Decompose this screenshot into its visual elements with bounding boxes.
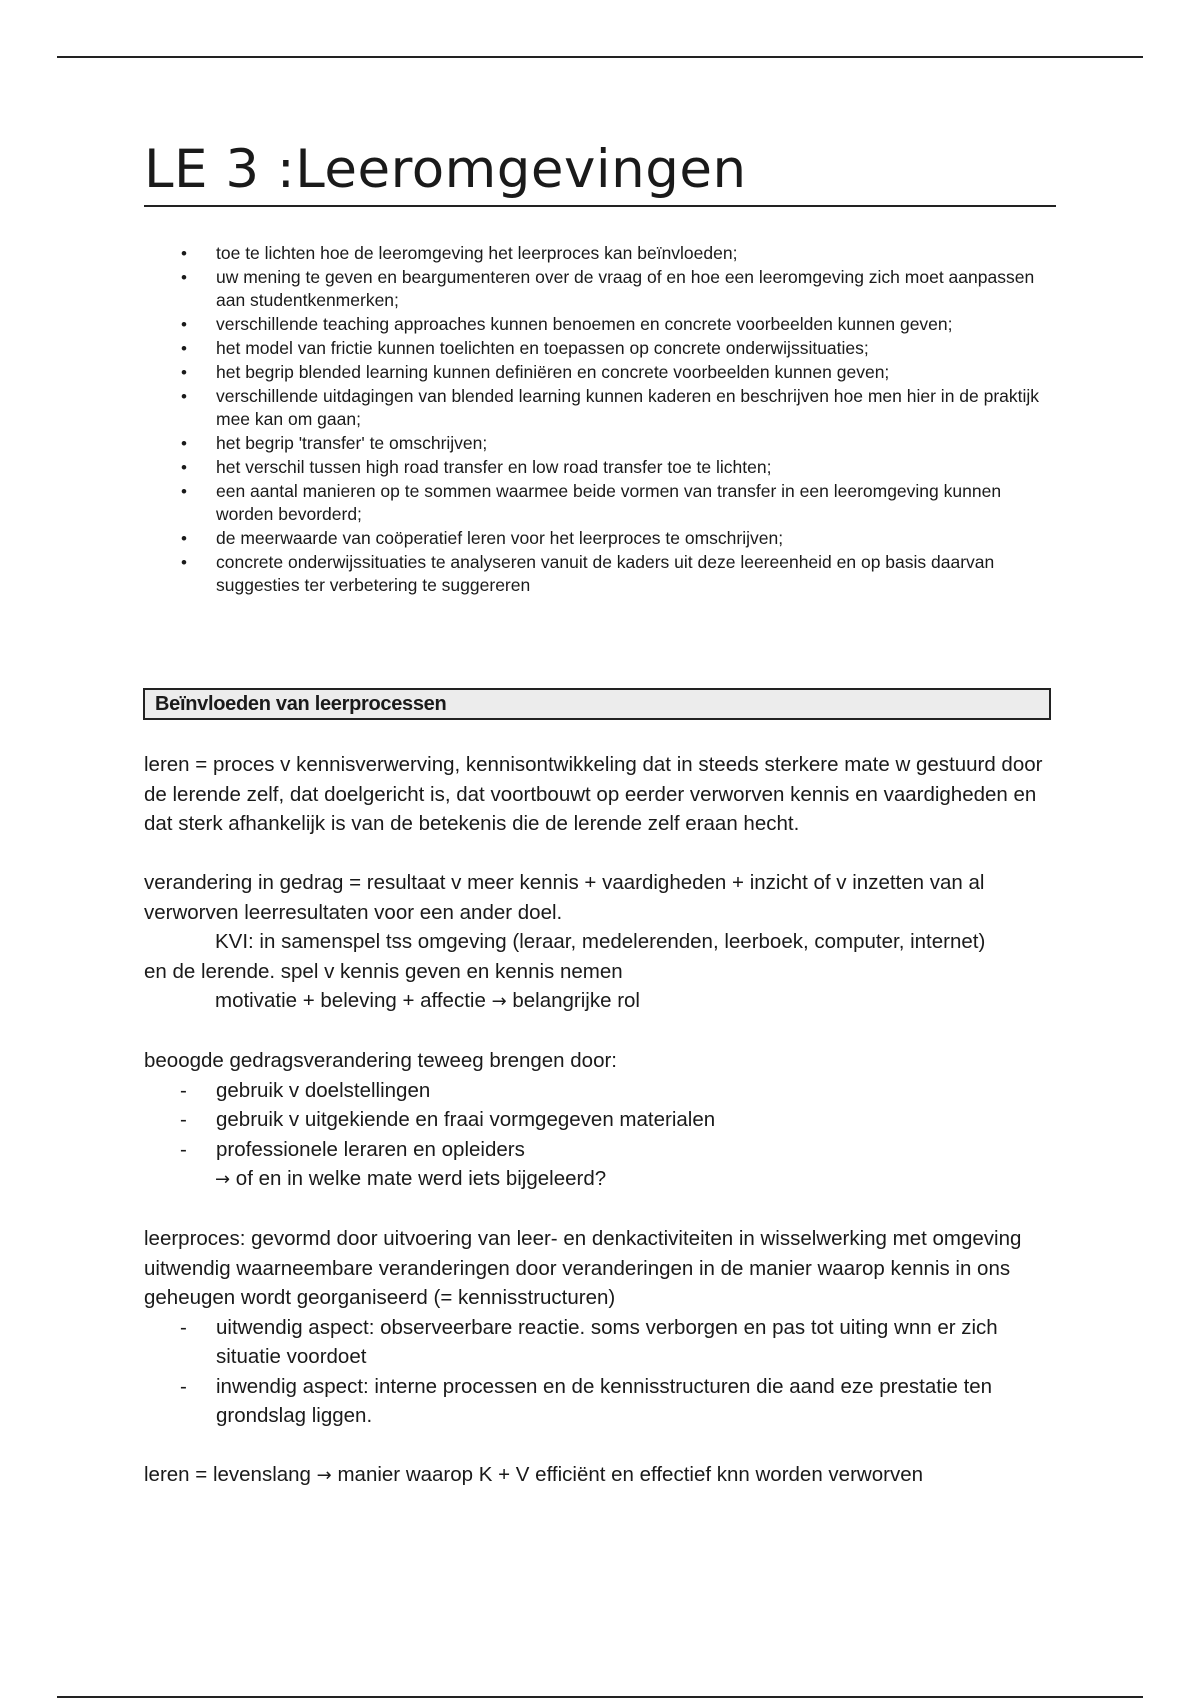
list-item: • verschillende teaching approaches kunnen benoemen en concrete voorbeelden kunnen geven; [144,313,1056,336]
arrow-icon: → [215,1169,231,1190]
list-item: • het begrip 'transfer' te omschrijven; [144,432,1056,455]
text-span: manier waarop K + V efficiënt en effectief knn worden verworven [337,1463,923,1486]
dash-list [144,1076,1064,1165]
paragraph: verandering in gedrag = resultaat v meer kennis + vaardigheden + inzicht of v inzetten van al verworven leerresultaten voor een ander doel. [144,871,985,924]
text-span: belangrijke rol [512,989,640,1012]
list-item: - professionele leraren en opleiders [144,1135,1064,1165]
paragraph: leren = proces v kennisverwerving, kennisontwikkeling dat in steeds sterkere mate w gestuurd door de lerende zelf, dat doelgericht is, dat voortbouwt op eerder verworven kennis en vaardigheden en dat sterk afhankelijk is van de betekenis die de lerende zelf eraan hecht. [144,753,1043,835]
learning-objectives-list [144,242,1056,598]
list-item: • toe te lichten hoe de leeromgeving het leerproces kan beïnvloeden; [144,242,1056,265]
list-item: • het verschil tussen high road transfer en low road transfer toe te lichten; [144,456,1056,479]
arrow-icon: → [491,991,507,1012]
list-item: - gebruik v uitgekiende en fraai vormgegeven materialen [144,1105,1064,1135]
text-span: leren = levenslang [144,1463,311,1486]
page-title: LE 3 :Leeromgevingen [144,138,1056,207]
paragraph: en de lerende. spel v kennis geven en kennis nemen [144,959,623,983]
paragraph: beoogde gedragsverandering teweeg brengen door: [144,1049,618,1072]
paragraph-indented [144,1164,1064,1195]
text-span: of en in welke mate werd iets bijgeleerd? [235,1167,607,1190]
top-rule [57,56,1143,58]
list-item: • het model van frictie kunnen toelichten en toepassen op concrete onderwijssituaties; [144,337,1056,360]
paragraph: uitwendig waarneembare veranderingen door veranderingen in de manier waarop kennis in ons geheugen wordt georganiseerd (= kennisstructuren) [144,1256,1011,1309]
paragraph: leerproces: gevormd door uitvoering van leer- en denkactiviteiten in wisselwerking met omgeving [144,1227,1022,1250]
list-item: • de meerwaarde van coöperatief leren voor het leerproces te omschrijven; [144,527,1056,550]
list-item: - inwendig aspect: interne processen en de kennisstructuren die aand eze prestatie ten grondslag liggen. [144,1372,1064,1431]
list-item: • verschillende uitdagingen van blended learning kunnen kaderen en beschrijven hoe men hier in de praktijk mee kan om gaan; [144,385,1056,431]
list-item: - uitwendig aspect: observeerbare reactie. soms verborgen en pas tot uiting wnn er zich situatie voordoet [144,1313,1064,1372]
bottom-rule [57,1696,1143,1698]
arrow-icon: → [316,1465,332,1486]
list-item: • het begrip blended learning kunnen definiëren en concrete voorbeelden kunnen geven; [144,361,1056,384]
list-item: • een aantal manieren op te sommen waarmee beide vormen van transfer in een leeromgeving kunnen worden bevorderd; [144,480,1056,526]
paragraph-indented: KVI: in samenspel tss omgeving (leraar, medelerenden, leerboek, computer, internet) [215,930,986,953]
dash-list [144,1313,1064,1431]
section-header: Beïnvloeden van leerprocessen [143,688,1051,720]
list-item: - gebruik v doelstellingen [144,1076,1064,1106]
paragraph [144,1460,1064,1491]
body-text [144,750,1064,1491]
text-span: motivatie + beleving + affectie [215,989,486,1012]
list-item: • concrete onderwijssituaties te analyseren vanuit de kaders uit deze leereenheid en op basis daarvan suggesties ter verbetering te suggereren [144,551,1056,597]
list-item: • uw mening te geven en beargumenteren over de vraag of en hoe een leeromgeving zich moet aanpassen aan studentkenmerken; [144,266,1056,312]
paragraph-indented [144,986,1064,1017]
